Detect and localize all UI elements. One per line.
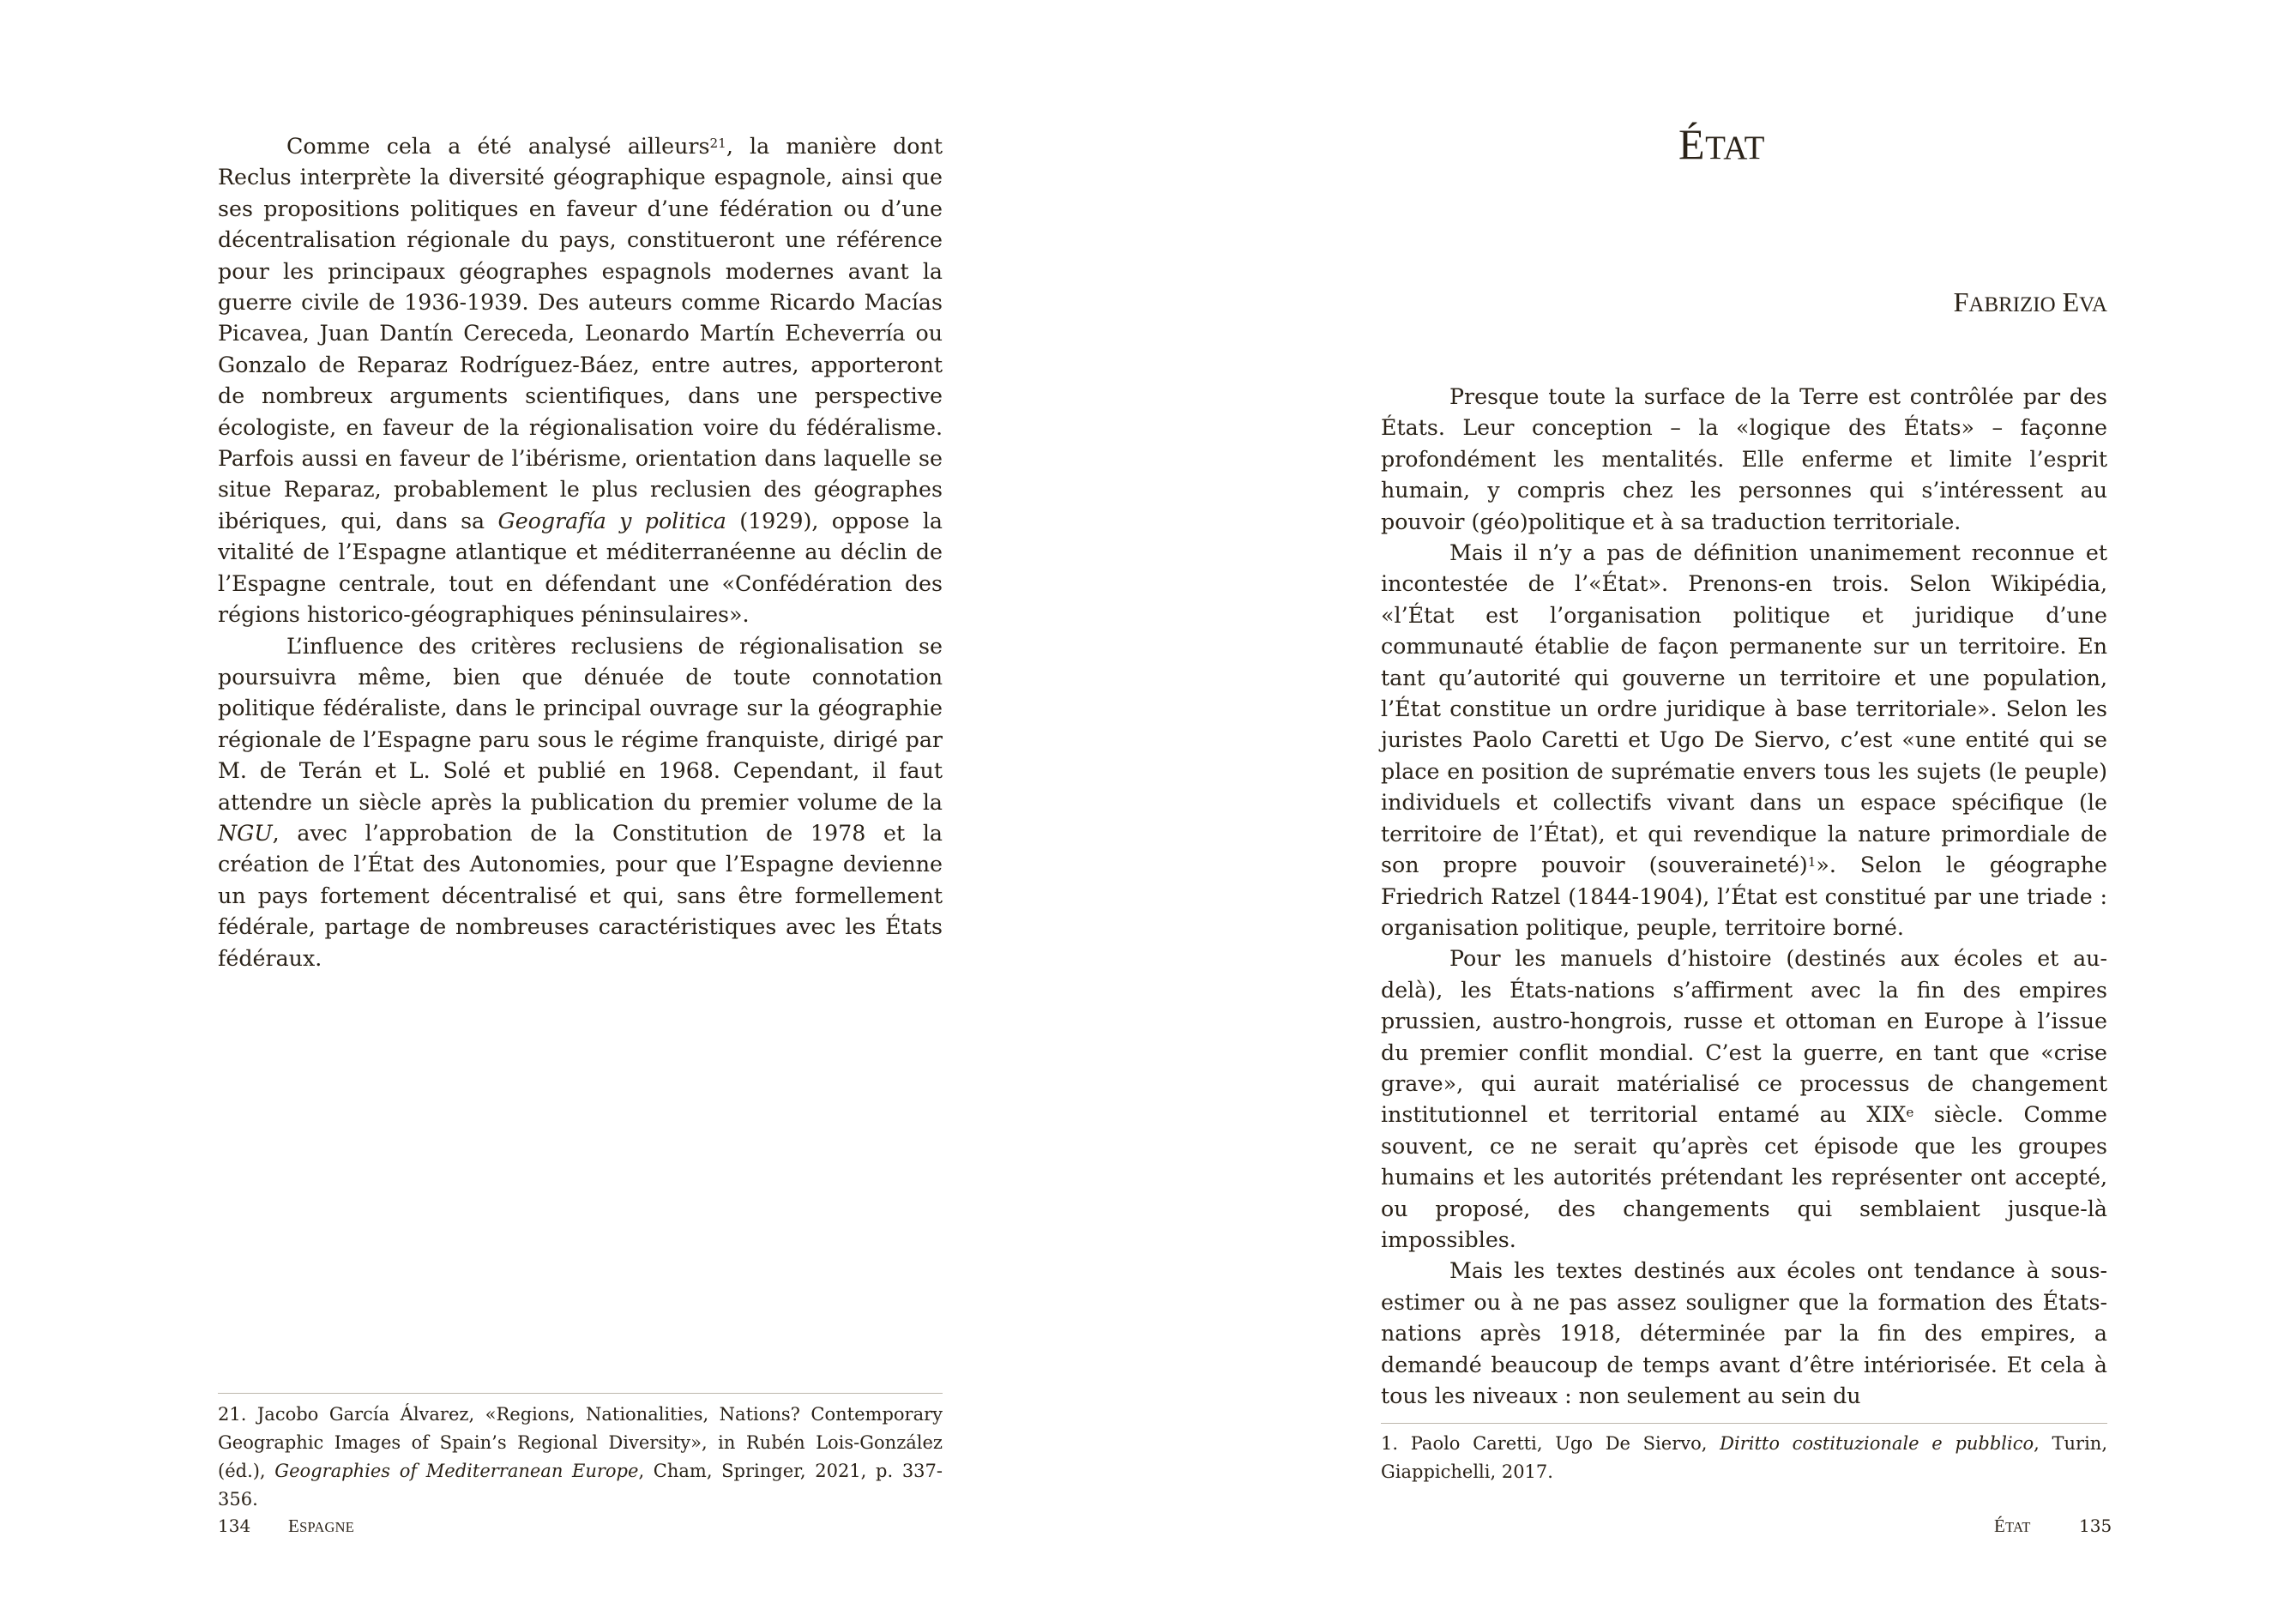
century-superscript: e (1906, 1104, 1914, 1120)
author-last-rest: VA (2079, 293, 2107, 316)
footnote-divider (218, 1393, 943, 1394)
running-head-rest: TAT (2005, 1519, 2031, 1535)
right-paragraph-2 (1381, 538, 2107, 943)
footnote-divider (1381, 1423, 2107, 1424)
footnote-text: , Cham, Springer, 2021, p. 337-356. (218, 1461, 943, 1510)
footnote-1 (1381, 1430, 2107, 1486)
paragraph-text: (1929), oppose la vitalité de l’Espagne atlantique et méditerranéenne au déclin de l’Espagne centrale, tout en défendant une «Confédération des régions historico-géographiques péninsulaires». (218, 508, 943, 628)
paragraph-text: ». Selon le géographe Friedrich Ratzel (1844-1904), l’État est constitué par une triade : organisation politique, peuple, territoire borné. (1381, 853, 2107, 940)
chapter-title (1148, 118, 2296, 174)
running-head-rest: SPAGNE (299, 1519, 355, 1535)
author-first-initial: F (1953, 286, 1969, 317)
left-paragraph-1 (218, 131, 943, 631)
book-title-italic: Geografía y politica (497, 508, 726, 533)
page-number-left: 134 (218, 1516, 251, 1536)
left-paragraph-2 (218, 631, 943, 974)
author-last-initial: E (2062, 286, 2080, 317)
chapter-title-rest: TAT (1705, 130, 1765, 166)
running-head-initial: E (288, 1516, 300, 1536)
paragraph-text: Comme cela a été analysé ailleurs (286, 134, 710, 159)
running-head-right (1994, 1515, 2031, 1539)
paragraph-text: siècle. Comme souvent, ce ne serait qu’après cet épisode que les groupes humains et les autorités prétendant les représenter ont accepté, ou proposé, des changements qui semblaient jusque-là impossibles. (1381, 1102, 2107, 1252)
right-paragraph-4: Mais les textes destinés aux écoles ont tendance à sous-estimer ou à ne pas assez souligner que la formation des États-nations après 1918, déterminée par la fin des empires, a demandé beaucoup de temps avant d’être intériorisée. Et cela à tous les niveaux : non seulement au sein du (1381, 1258, 2107, 1408)
left-body-text (218, 131, 943, 974)
footnote-text: , Turin, Giappichelli, 2017. (1381, 1433, 2108, 1482)
running-head-initial: É (1994, 1516, 2006, 1536)
footnote-italic: Geographies of Mediterranean Europe (274, 1461, 639, 1481)
book-title-italic: NGU (218, 820, 273, 846)
footnote-text: 21. Jacobo García Álvarez, «Regions, Nationalities, Nations? Contemporary Geographic Images of Spain’s Regional Diversity», in Rubén Lois-González (éd.), (218, 1404, 943, 1481)
footnote-italic: Diritto costituzionale e pubblico (1720, 1433, 2034, 1454)
paragraph-text: Mais il n’y a pas de définition unanimement reconnue et incontestée de l’«État». Prenons-en trois. Selon Wikipédia, «l’État est l’organisation politique et juridique d’une communauté établie de façon permanente sur un territoire. En tant qu’autorité qui gouverne un territoire et une population, l’État constitue un ordre juridique à base territoriale». Selon les juristes Paolo Caretti et Ugo De Siervo, c’est «une entité qui se place en position de suprématie envers tous les sujets (le peuple) individuels et collectifs vivant dans un espace spécifique (le territoire de l’État), et qui revendique la nature primordiale de son propre pouvoir (souveraineté) (1381, 540, 2107, 878)
paragraph-text: Pour les manuels d’histoire (destinés aux écoles et au-delà), les États-nations s’affirment avec la fin des empires prussien, austro-hongrois, russe et ottoman en Europe à l’issue du premier conflit mondial. C’est la guerre, en tant que «crise grave», qui aurait matérialisé ce processus de changement institutionnel et territorial entamé au XIX (1381, 946, 2107, 1128)
right-page (1148, 0, 2296, 1621)
footnote-ref-1[interactable]: 1 (1807, 854, 1817, 871)
paragraph-text: L’influence des critères reclusiens de régionalisation se poursuivra même, bien que dénuée de toute connotation politique fédéraliste, dans le principal ouvrage sur la géographie régionale de l’Espagne paru sous le régime franquiste, dirigé par M. de Terán et L. Solé et publié en 1968. Cependant, il faut attendre un siècle après la publication du premier volume de la (218, 633, 943, 815)
page-number-right: 135 (2079, 1516, 2112, 1536)
right-body-text (1381, 382, 2107, 1412)
author-first-rest: ABRIZIO (1968, 293, 2056, 316)
right-paragraph-3 (1381, 943, 2107, 1256)
paragraph-text: , avec l’approbation de la Constitution de 1978 et la création de l’État des Autonomies, pour que l’Espagne devienne un pays fortement décentralisé et qui, sans être formellement fédérale, partage de nombreuses caractéristiques avec les États fédéraux. (218, 820, 943, 971)
footnote-ref-21[interactable]: 21 (709, 136, 726, 152)
footnote-text: 1. Paolo Caretti, Ugo De Siervo, (1381, 1433, 1720, 1454)
paragraph-text: , la manière dont Reclus interprète la diversité géographique espagnole, ainsi que ses propositions politiques en faveur d’une fédération ou d’une décentralisation régionale du pays, constitueront une référence pour les principaux géographes espagnols modernes avant la guerre civile de 1936-1939. Des auteurs comme Ricardo Macías Picavea, Juan Dantín Cereceda, Leonardo Martín Echeverría ou Gonzalo de Reparaz Rodríguez-Báez, entre autres, apporteront de nombreux arguments scientifiques, dans une perspective écologiste, en faveur de la régionalisation voire du fédéralisme. Parfois aussi en faveur de l’ibérisme, orientation dans laquelle se situe Reparaz, probablement le plus reclusien des géographes ibériques, qui, dans sa (218, 134, 943, 533)
author-name (1954, 285, 2107, 322)
right-paragraph-1: Presque toute la surface de la Terre est contrôlée par des États. Leur conception – la «logique des États» – façonne profondément les mentalités. Elle enferme et limite l’esprit humain, y compris chez les personnes qui s’intéressent au pouvoir (géo)politique et à sa traduction territoriale. (1381, 384, 2107, 534)
running-head-left (288, 1515, 354, 1539)
footnote-21 (218, 1401, 943, 1514)
chapter-title-initial: É (1678, 120, 1706, 168)
